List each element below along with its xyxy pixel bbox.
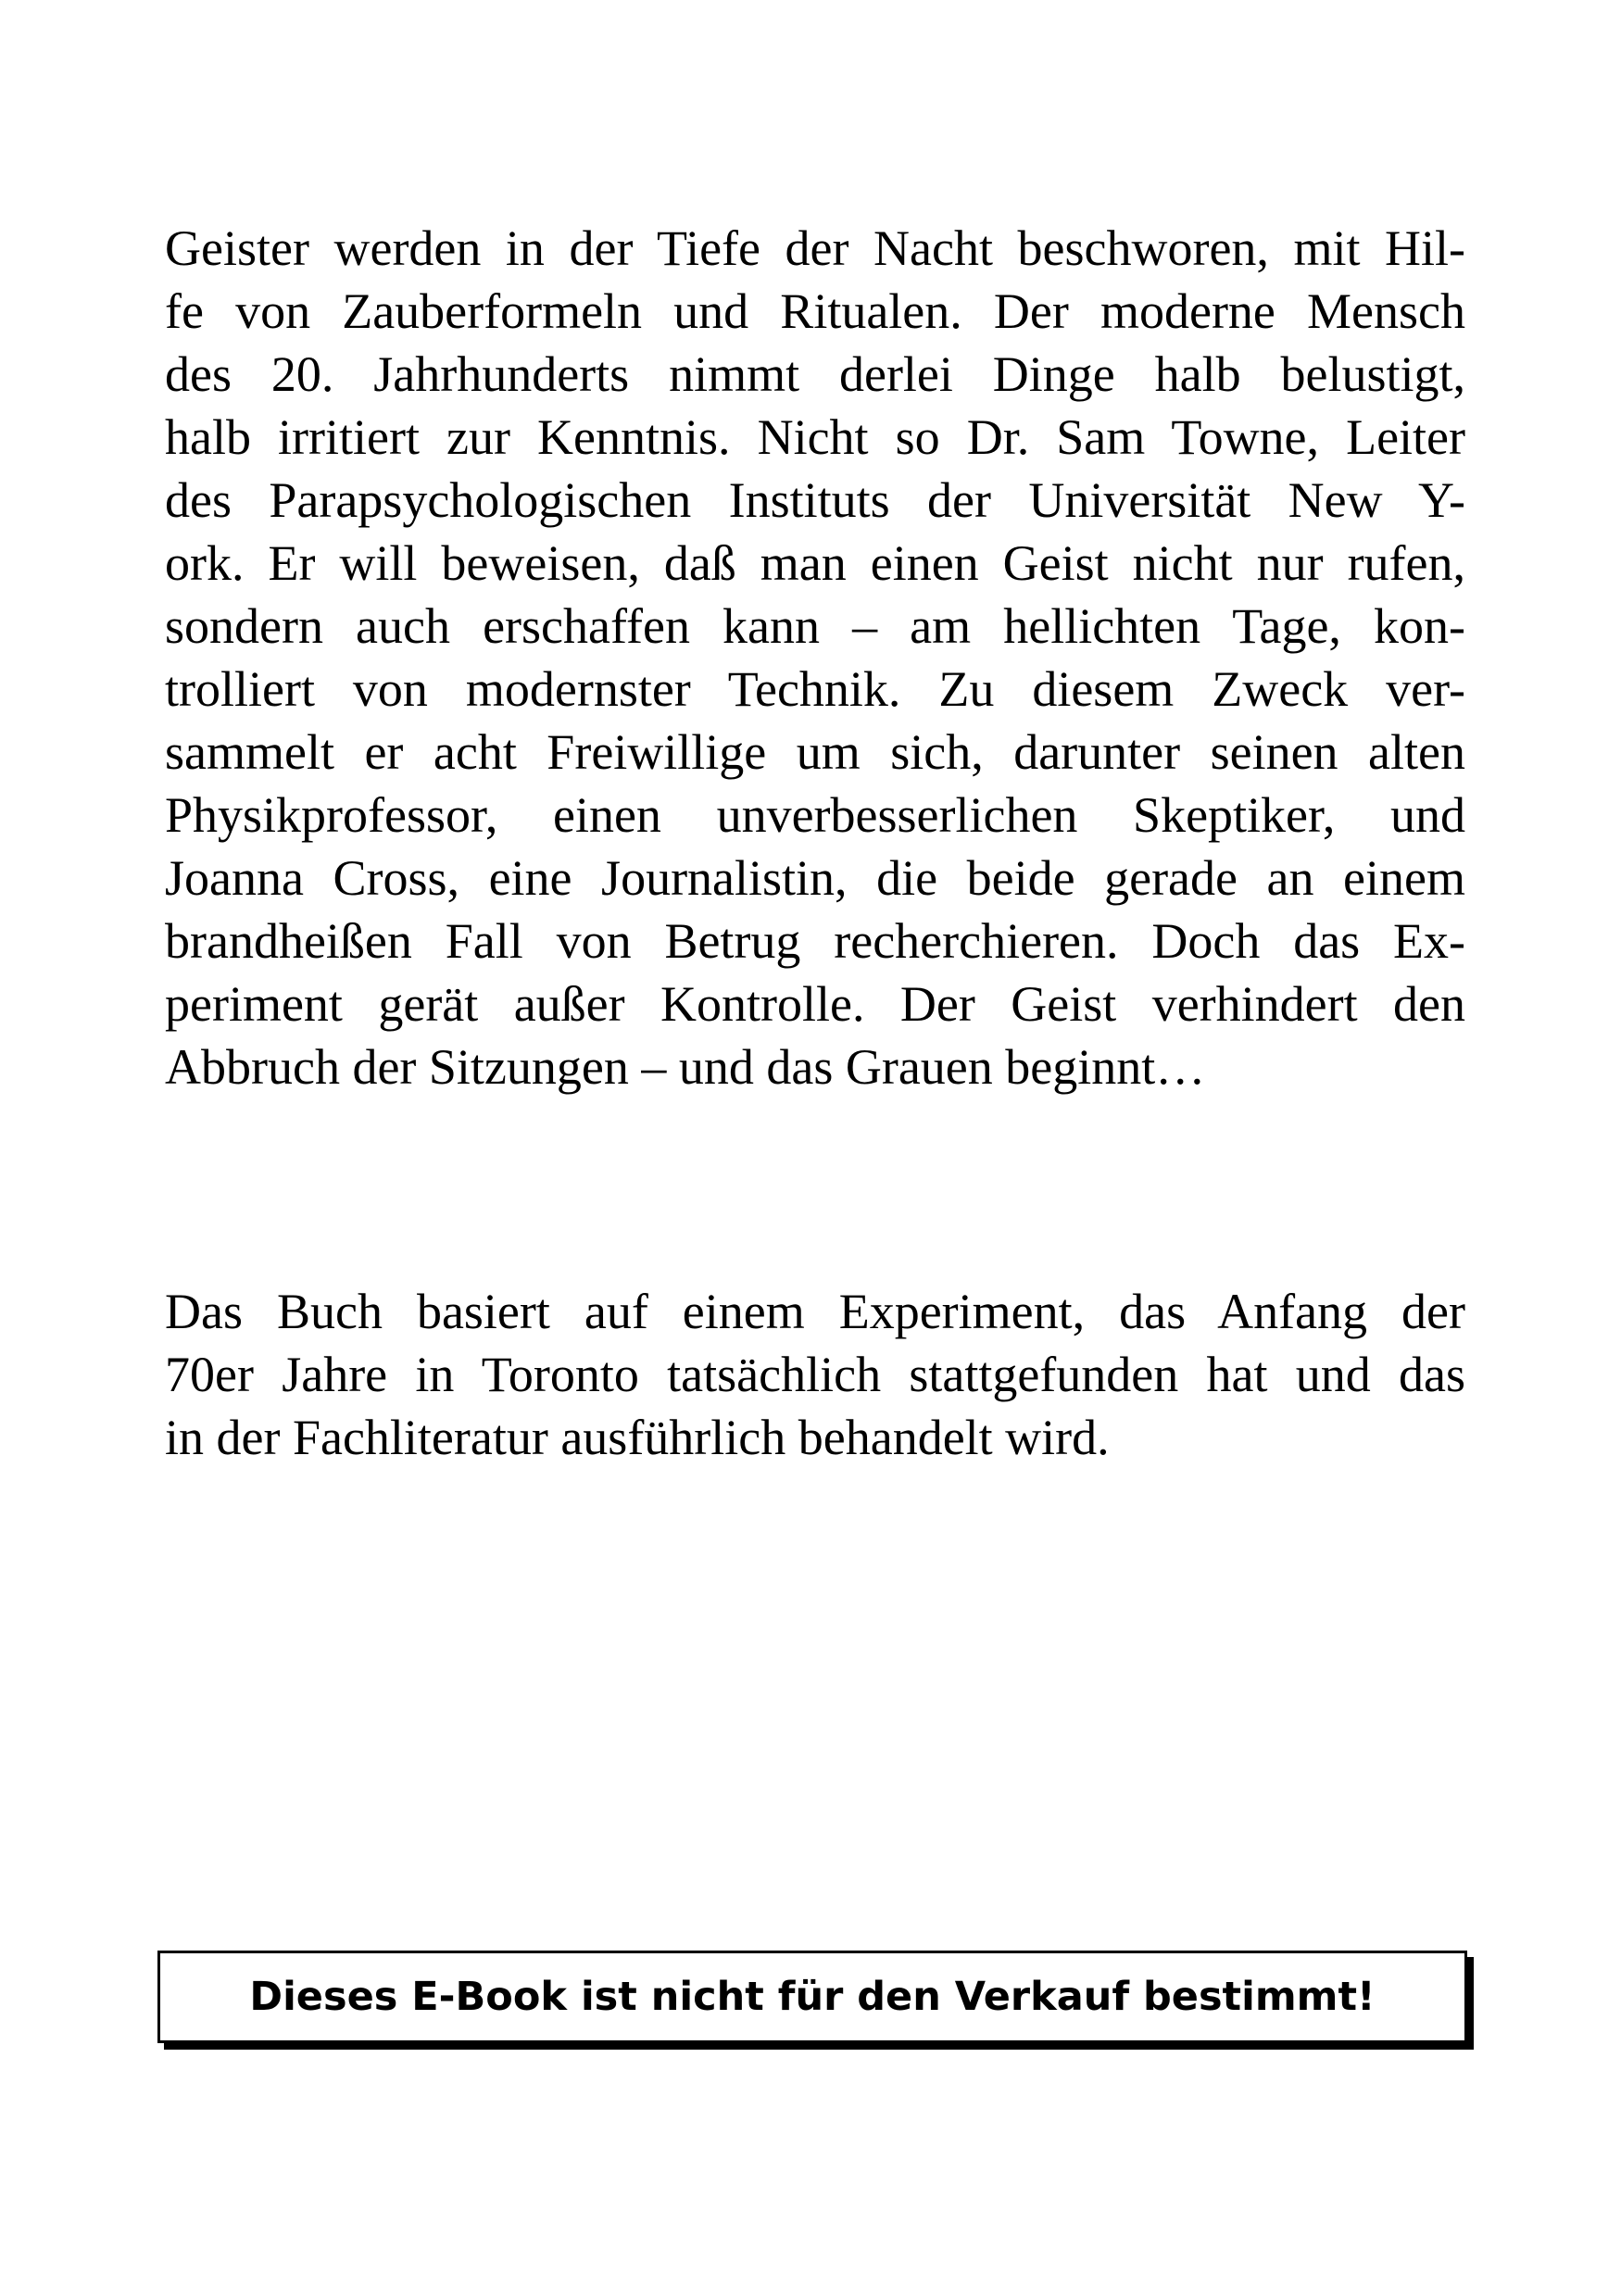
blurb-line: Physikprofessor, einen unverbesserlichen Skeptiker, und — [165, 787, 1465, 843]
background-note-paragraph — [165, 1280, 1465, 1469]
blurb-line: ork. Er will beweisen, daß man einen Geist nicht nur rufen, — [165, 535, 1465, 591]
blurb-paragraph — [165, 217, 1465, 1098]
not-for-sale-notice-box — [157, 1951, 1467, 2043]
blurb-line: Joanna Cross, eine Journalistin, die beide gerade an einem — [165, 850, 1465, 906]
blurb-line: sammelt er acht Freiwillige um sich, darunter seinen alten — [165, 724, 1465, 780]
blurb-line: Abbruch der Sitzungen – und das Grauen beginnt… — [165, 1039, 1206, 1095]
note-line: Das Buch basiert auf einem Experiment, das Anfang der — [165, 1284, 1465, 1339]
blurb-line: fe von Zauberformeln und Ritualen. Der moderne Mensch — [165, 283, 1465, 339]
note-line: in der Fachliteratur ausführlich behandelt wird. — [165, 1410, 1110, 1465]
blurb-line: brandheißen Fall von Betrug recherchieren. Doch das Ex- — [165, 913, 1465, 969]
blurb-line: des 20. Jahrhunderts nimmt derlei Dinge halb belustigt, — [165, 346, 1465, 402]
blurb-line: Geister werden in der Tiefe der Nacht beschworen, mit Hil- — [165, 220, 1465, 276]
not-for-sale-notice-text: Dieses E-Book ist nicht für den Verkauf bestimmt! — [249, 1974, 1376, 2020]
blurb-line: des Parapsychologischen Instituts der Universität New Y- — [165, 472, 1465, 528]
blurb-line: halb irritiert zur Kenntnis. Nicht so Dr. Sam Towne, Leiter — [165, 409, 1465, 465]
blurb-line: trolliert von modernster Technik. Zu diesem Zweck ver- — [165, 661, 1465, 717]
blurb-line: periment gerät außer Kontrolle. Der Geist verhindert den — [165, 976, 1465, 1032]
note-line: 70er Jahre in Toronto tatsächlich stattgefunden hat und das — [165, 1347, 1465, 1402]
blurb-line: sondern auch erschaffen kann – am hellichten Tage, kon- — [165, 598, 1465, 654]
